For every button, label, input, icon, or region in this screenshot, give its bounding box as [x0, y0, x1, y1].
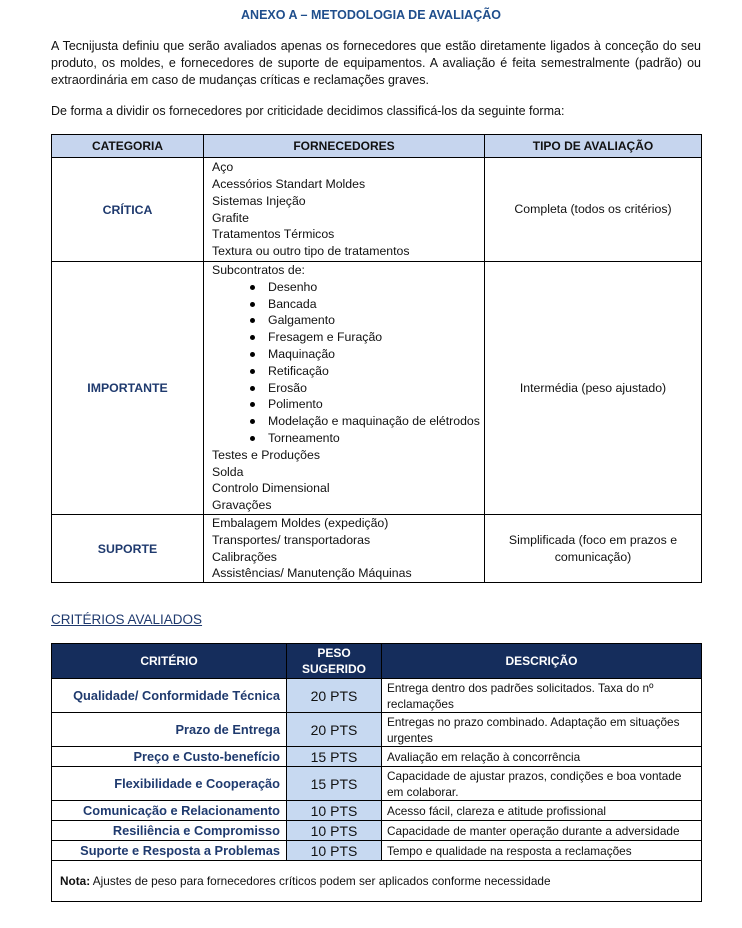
criterion-weight: 20 PTS — [287, 679, 382, 713]
table-row — [52, 841, 702, 861]
list-item: Retificação — [250, 363, 484, 380]
criterion-name: Preço e Custo-benefício — [52, 747, 287, 767]
header-peso-line1: PESO — [317, 646, 351, 660]
list-item: Galgamento — [250, 312, 484, 329]
table-row — [52, 801, 702, 821]
type-suporte-line2: comunicação) — [554, 549, 632, 564]
list-item: Torneamento — [250, 430, 484, 447]
list-item: Polimento — [250, 396, 484, 413]
type-critica: Completa (todos os critérios) — [485, 158, 702, 262]
criterion-weight: 20 PTS — [287, 713, 382, 747]
page-title: ANEXO A – METODOLOGIA DE AVALIAÇÃO — [241, 8, 501, 22]
list-item: Aço — [212, 160, 234, 175]
type-importante: Intermédia (peso ajustado) — [485, 262, 702, 515]
section-title-criterios: CRITÉRIOS AVALIADOS — [51, 612, 203, 627]
list-item: Testes e Produções — [212, 447, 320, 462]
criterion-description: Avaliação em relação à concorrência — [382, 747, 702, 767]
table-row — [52, 713, 702, 747]
table-row — [52, 747, 702, 767]
list-item: Textura ou outro tipo de tratamentos — [212, 244, 410, 259]
list-item: Erosão — [250, 380, 484, 397]
suppliers-critica — [204, 158, 485, 262]
table-header-row — [52, 135, 702, 158]
header-peso — [287, 644, 382, 679]
criterion-description: Acesso fácil, clareza e atitude profissional — [382, 801, 702, 821]
criterion-name: Resiliência e Compromisso — [52, 821, 287, 841]
type-suporte-line1: Simplificada (foco em prazos e — [508, 532, 678, 547]
table-row — [52, 821, 702, 841]
criterion-name: Comunicação e Relacionamento — [52, 801, 287, 821]
criterion-description: Tempo e qualidade na resposta a reclamações — [382, 841, 702, 861]
table-row — [52, 767, 702, 801]
list-item: Fresagem e Furação — [250, 329, 484, 346]
criterion-name: Qualidade/ Conformidade Técnica — [52, 679, 287, 713]
list-item: Sistemas Injeção — [212, 193, 306, 208]
type-suporte — [485, 515, 702, 583]
criterion-name: Prazo de Entrega — [52, 713, 287, 747]
list-item: Grafite — [212, 210, 249, 225]
row-critica — [52, 158, 702, 262]
criterion-weight: 10 PTS — [287, 821, 382, 841]
criterion-weight: 15 PTS — [287, 767, 382, 801]
supplier-category-table — [51, 134, 702, 583]
note-label: Nota: — [60, 874, 91, 888]
table-header-row — [52, 644, 702, 679]
header-peso-line2: SUGERIDO — [301, 662, 366, 676]
category-suporte: SUPORTE — [52, 515, 204, 583]
list-item: Assistências/ Manutenção Máquinas — [212, 566, 412, 581]
header-categoria: CATEGORIA — [52, 135, 204, 158]
note-row — [52, 861, 702, 902]
list-item: Modelação e maquinação de elétrodos — [250, 413, 484, 430]
header-descricao: DESCRIÇÃO — [382, 644, 702, 679]
note-cell — [52, 861, 702, 902]
row-suporte — [52, 515, 702, 583]
list-item: Maquinação — [250, 346, 484, 363]
note-text: Ajustes de peso para fornecedores críticos podem ser aplicados conforme necessidade — [92, 874, 551, 888]
classification-intro: De forma a dividir os fornecedores por criticidade decidimos classificá-los da seguinte forma: — [51, 104, 565, 118]
criterion-description: Entregas no prazo combinado. Adaptação em situações urgentes — [382, 713, 702, 747]
list-item: Transportes/ transportadoras — [212, 532, 371, 547]
list-item: Gravações — [212, 498, 272, 513]
criterion-name: Flexibilidade e Cooperação — [52, 767, 287, 801]
criterion-weight: 15 PTS — [287, 747, 382, 767]
suppliers-importante — [204, 262, 485, 515]
suppliers-suporte — [204, 515, 485, 583]
row-importante — [52, 262, 702, 515]
criterion-description: Capacidade de ajustar prazos, condições e boa vontade em colaborar. — [382, 767, 702, 801]
list-item: Desenho — [250, 279, 484, 296]
list-item: Embalagem Moldes (expedição) — [212, 516, 389, 530]
list-item: Solda — [212, 464, 244, 479]
list-item: Bancada — [250, 296, 484, 313]
criterion-name: Suporte e Resposta a Problemas — [52, 841, 287, 861]
header-criterio: CRITÉRIO — [52, 644, 287, 679]
criteria-table — [51, 643, 702, 902]
category-critica: CRÍTICA — [52, 158, 204, 262]
intro-paragraph: A Tecnijusta definiu que serão avaliados apenas os fornecedores que estão diretamente ligados à conceção do seu produto, os moldes, e fornecedores de suporte de equipamentos. A avaliação é feita semestralmente (padrão) ou extraordinária em caso de mudanças críticas e reclamações graves. — [51, 39, 701, 87]
criterion-description: Capacidade de manter operação durante a adversidade — [382, 821, 702, 841]
header-tipo-avaliacao: TIPO DE AVALIAÇÃO — [485, 135, 702, 158]
list-item: Calibrações — [212, 549, 277, 564]
criterion-weight: 10 PTS — [287, 801, 382, 821]
subcontracts-label: Subcontratos de: — [212, 263, 305, 278]
list-item: Controlo Dimensional — [212, 481, 330, 496]
category-importante: IMPORTANTE — [52, 262, 204, 515]
criterion-description: Entrega dentro dos padrões solicitados. Taxa do nº reclamações — [382, 679, 702, 713]
criterion-weight: 10 PTS — [287, 841, 382, 861]
list-item: Acessórios Standart Moldes — [212, 176, 366, 191]
list-item: Tratamentos Térmicos — [212, 227, 335, 242]
subcontracts-list — [212, 279, 484, 447]
table-row — [52, 679, 702, 713]
header-fornecedores: FORNECEDORES — [204, 135, 485, 158]
